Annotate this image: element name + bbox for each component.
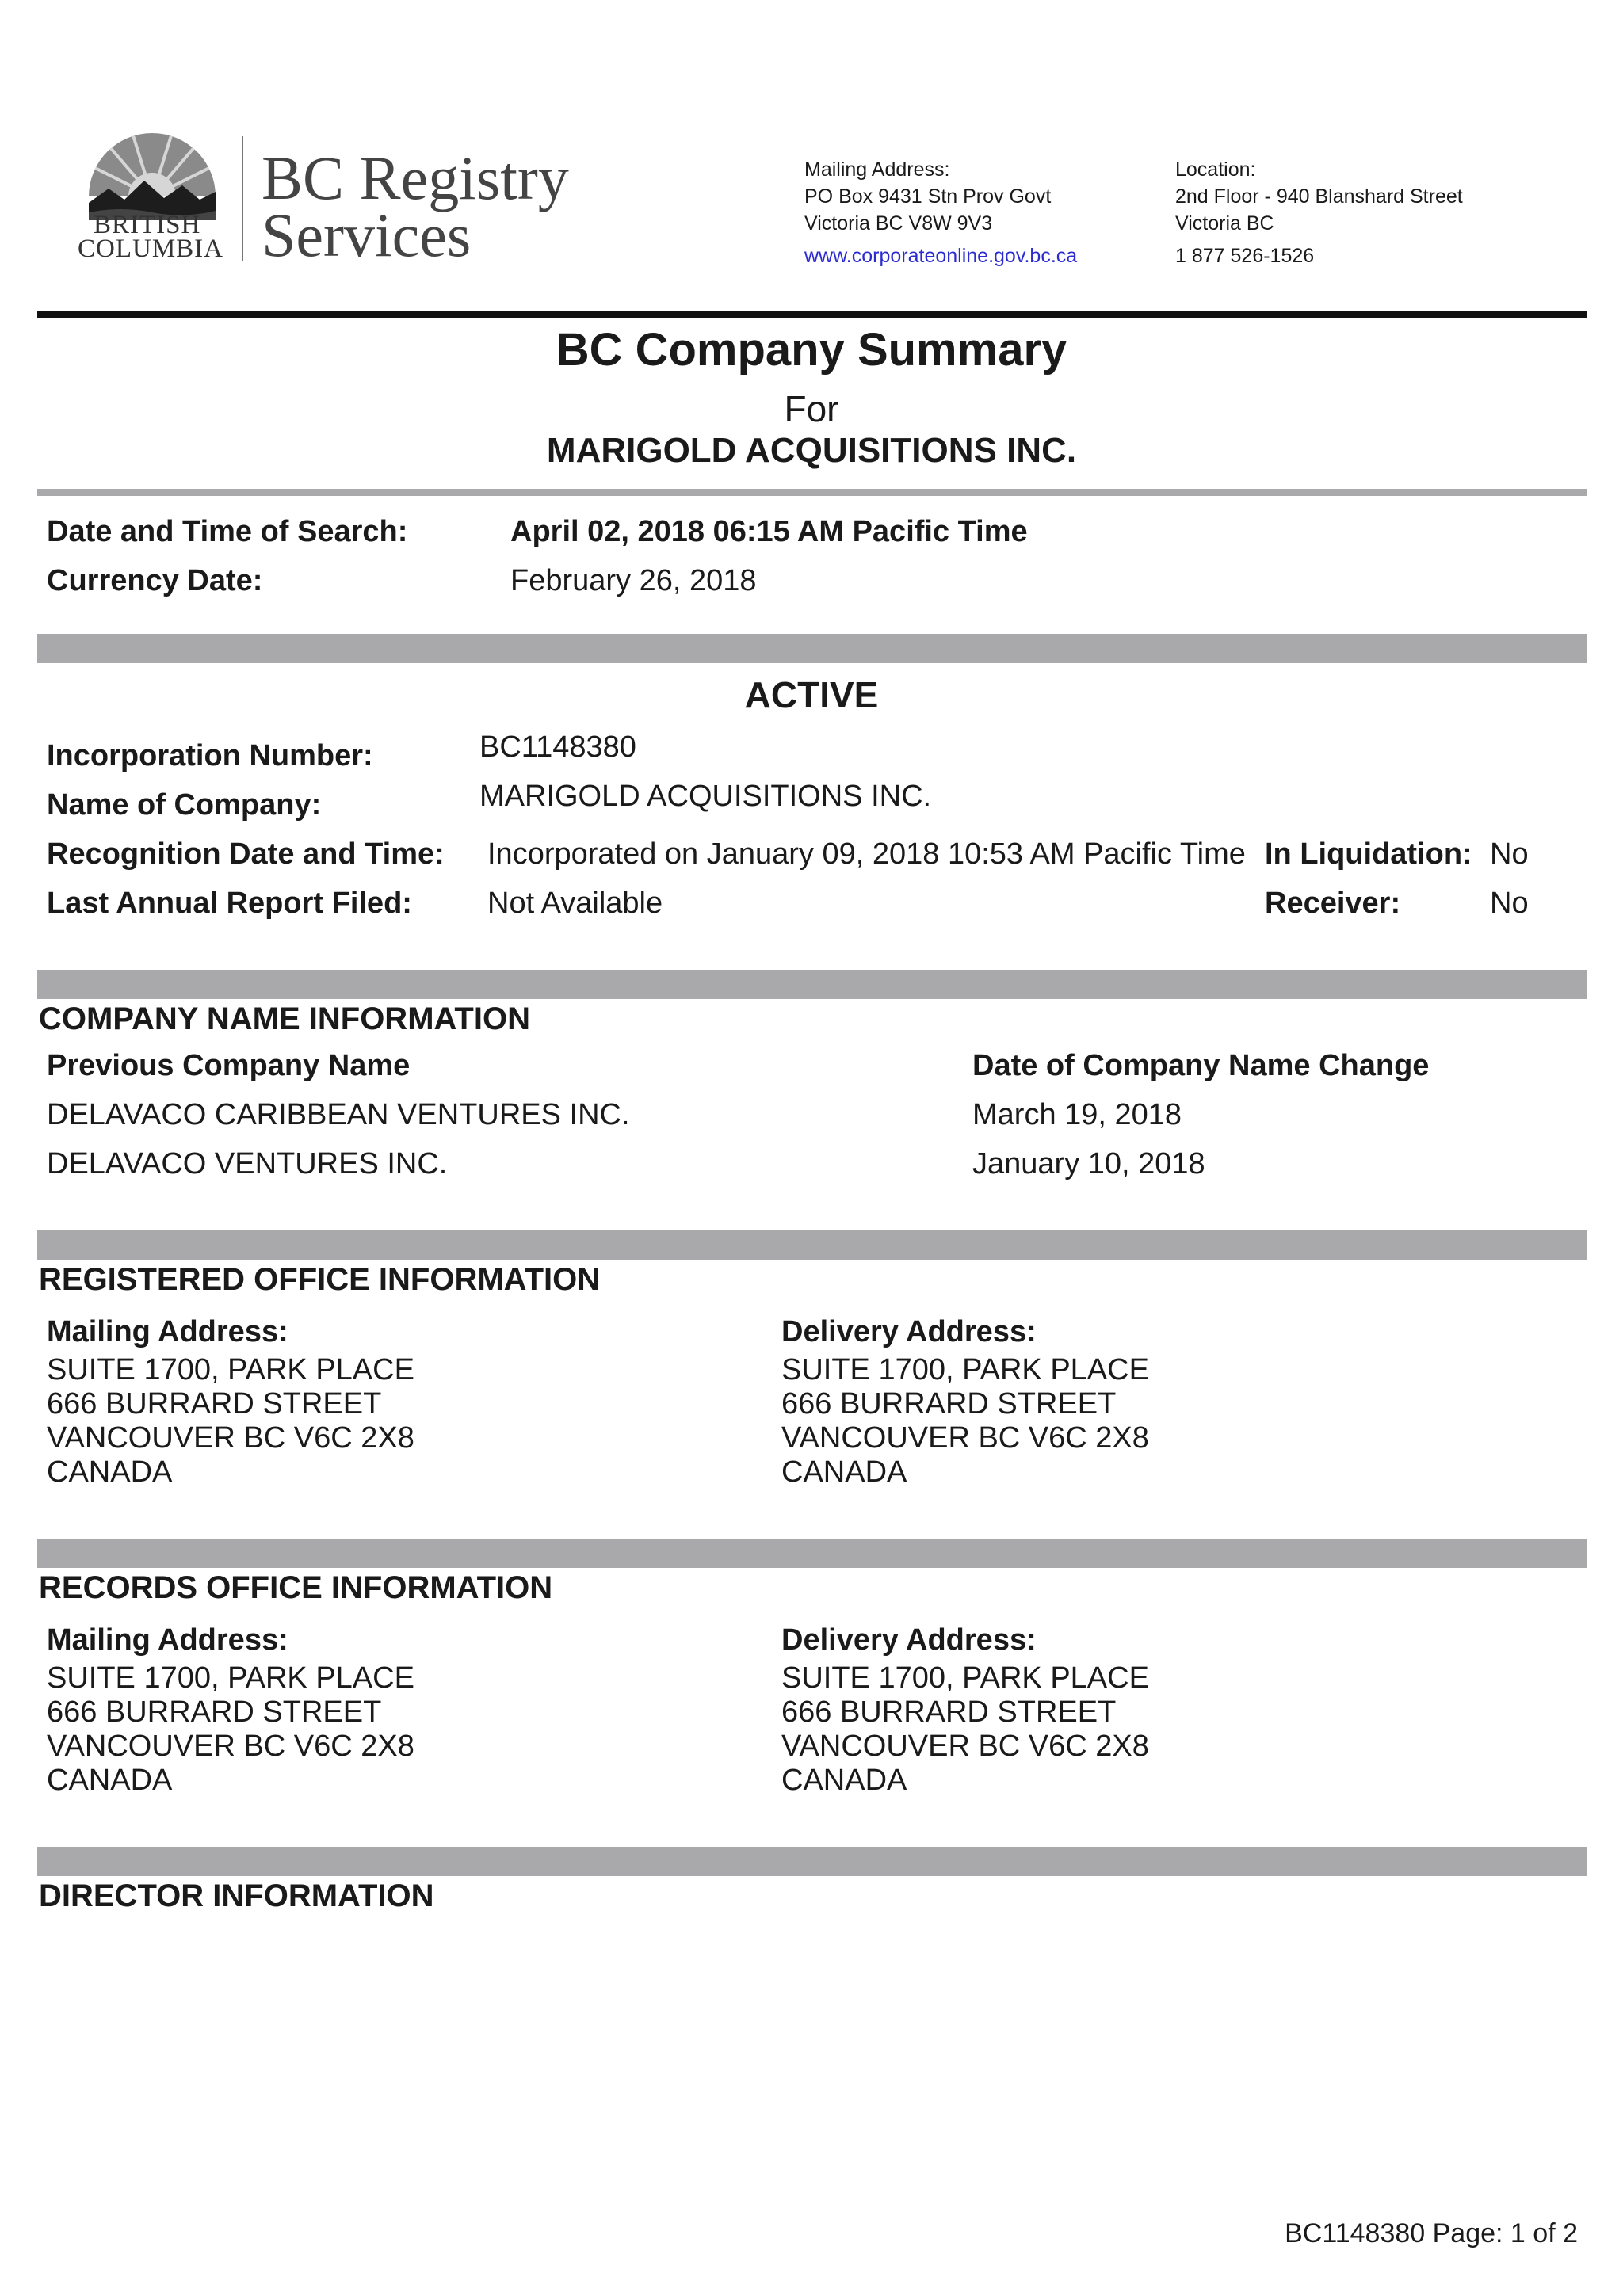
province-name-line1: BRITISH: [94, 211, 201, 239]
registry-title-line1: BC Registry: [262, 143, 569, 212]
logo-divider: [242, 136, 243, 261]
address-line: VANCOUVER BC V6C 2X8: [781, 1421, 1149, 1455]
title-company-name: MARIGOLD ACQUISITIONS INC.: [546, 431, 1077, 470]
search-date-label: Date and Time of Search:: [47, 515, 408, 548]
address-line: SUITE 1700, PARK PLACE: [781, 1661, 1149, 1695]
section-bar-status: [37, 634, 1587, 663]
liquidation-value: No: [1490, 837, 1529, 871]
currency-date-value: February 26, 2018: [510, 564, 757, 597]
company-name-label: Name of Company:: [47, 788, 322, 822]
address-line: CANADA: [781, 1764, 907, 1797]
incorporation-number-label: Incorporation Number:: [47, 739, 373, 772]
page-footer: BC1148380 Page: 1 of 2: [1285, 2218, 1578, 2248]
section-bar-director: [37, 1847, 1587, 1876]
section-bar-name-info: [37, 970, 1587, 999]
province-name-line2: COLUMBIA: [78, 235, 224, 263]
incorporation-number-value: BC1148380: [479, 730, 636, 764]
address-line: VANCOUVER BC V6C 2X8: [47, 1421, 414, 1455]
name-change-date-column-header: Date of Company Name Change: [972, 1049, 1430, 1082]
website-link[interactable]: www.corporateonline.gov.bc.ca: [804, 245, 1078, 267]
mailing-address-line1: PO Box 9431 Stn Prov Govt: [804, 185, 1052, 208]
recognition-value: Incorporated on January 09, 2018 10:53 AM Pacific Time: [487, 837, 1246, 871]
location-label: Location:: [1175, 158, 1256, 181]
address-line: 666 BURRARD STREET: [781, 1387, 1117, 1421]
currency-date-label: Currency Date:: [47, 564, 263, 597]
previous-name-row-2: DELAVACO VENTURES INC.: [47, 1147, 448, 1180]
address-line: SUITE 1700, PARK PLACE: [47, 1353, 414, 1386]
name-change-date-row-1: March 19, 2018: [972, 1098, 1182, 1131]
records-office-heading: RECORDS OFFICE INFORMATION: [39, 1570, 553, 1605]
annual-report-value: Not Available: [487, 887, 663, 920]
registered-delivery-address: [781, 1353, 1149, 1489]
registered-delivery-label: Delivery Address:: [781, 1315, 1037, 1348]
registered-mailing-label: Mailing Address:: [47, 1315, 288, 1348]
section-bar-records-office: [37, 1539, 1587, 1568]
address-line: VANCOUVER BC V6C 2X8: [781, 1730, 1149, 1763]
annual-report-label: Last Annual Report Filed:: [47, 887, 412, 920]
company-name-info-heading: COMPANY NAME INFORMATION: [39, 1001, 530, 1036]
phone-number: 1 877 526-1526: [1175, 245, 1315, 267]
section-bar-registered-office: [37, 1230, 1587, 1260]
previous-name-row-1: DELAVACO CARIBBEAN VENTURES INC.: [47, 1098, 630, 1131]
mailing-address-line2: Victoria BC V8W 9V3: [804, 212, 993, 235]
address-line: SUITE 1700, PARK PLACE: [47, 1661, 414, 1695]
records-delivery-address: [781, 1661, 1149, 1798]
status-badge: ACTIVE: [744, 674, 879, 715]
search-date-value: April 02, 2018 06:15 AM Pacific Time: [510, 515, 1028, 548]
address-line: 666 BURRARD STREET: [47, 1387, 382, 1421]
title-rule: [37, 489, 1587, 496]
recognition-label: Recognition Date and Time:: [47, 837, 445, 871]
receiver-value: No: [1490, 887, 1529, 920]
records-mailing-label: Mailing Address:: [47, 1623, 288, 1657]
company-name-value: MARIGOLD ACQUISITIONS INC.: [479, 780, 932, 813]
records-delivery-label: Delivery Address:: [781, 1623, 1037, 1657]
liquidation-label: In Liquidation:: [1265, 837, 1472, 871]
registered-office-heading: REGISTERED OFFICE INFORMATION: [39, 1262, 601, 1297]
receiver-label: Receiver:: [1265, 887, 1401, 920]
address-line: CANADA: [47, 1764, 173, 1797]
location-line1: 2nd Floor - 940 Blanshard Street: [1175, 185, 1463, 208]
location-line2: Victoria BC: [1175, 212, 1274, 235]
mailing-address-label: Mailing Address:: [804, 158, 950, 181]
address-line: VANCOUVER BC V6C 2X8: [47, 1730, 414, 1763]
registry-title-line2: Services: [262, 200, 472, 269]
address-line: 666 BURRARD STREET: [781, 1695, 1117, 1729]
address-line: SUITE 1700, PARK PLACE: [781, 1353, 1149, 1386]
header-rule: [37, 311, 1587, 318]
address-line: 666 BURRARD STREET: [47, 1695, 382, 1729]
director-info-heading: DIRECTOR INFORMATION: [39, 1878, 434, 1913]
title-for: For: [784, 388, 839, 429]
page-title: BC Company Summary: [556, 324, 1067, 376]
address-line: CANADA: [781, 1455, 907, 1489]
previous-name-column-header: Previous Company Name: [47, 1049, 411, 1082]
registered-mailing-address: [47, 1353, 414, 1489]
bc-sun-mountain-logo-icon: [89, 133, 216, 220]
records-mailing-address: [47, 1661, 414, 1798]
address-line: CANADA: [47, 1455, 173, 1489]
name-change-date-row-2: January 10, 2018: [972, 1147, 1205, 1180]
